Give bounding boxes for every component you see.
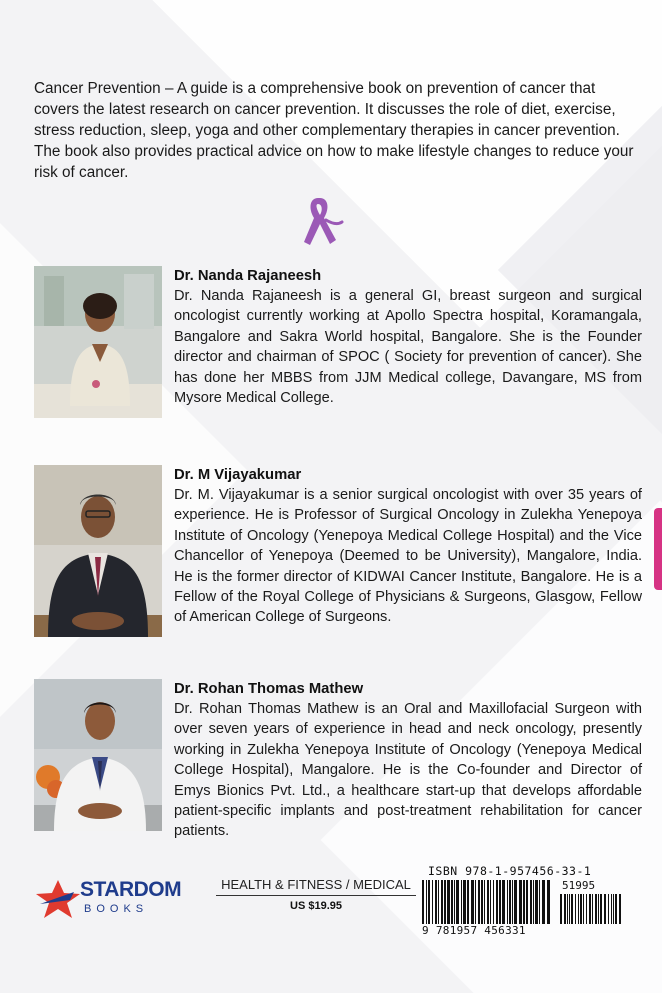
isbn-barcode-block	[422, 864, 628, 944]
author-bio: Dr. Rohan Thomas Mathew is an Oral and Maxillofacial Surgeon with over seven years of experience in head and neck oncology, presently working in Zulekha Yenepoya Institute of Oncology (Yenepoya Medical College Hospital), Mangalore. He is the Co-founder and Director of Emys Bionics Pvt. Ltd., a healthcare start-up that develops affordable patient-specific implants and post-treatment rehabilitation for cancer patients.	[174, 701, 642, 840]
barcode-bar	[542, 880, 545, 924]
barcode-bar	[461, 880, 462, 924]
barcode-bar	[471, 880, 474, 924]
cover-footer	[0, 860, 662, 960]
barcode-bar	[447, 880, 450, 924]
barcode-bar	[438, 880, 439, 924]
barcode-bar	[578, 894, 579, 924]
barcode-bar	[615, 894, 617, 924]
barcode-bar	[592, 894, 593, 924]
barcode-bar	[484, 880, 485, 924]
author-photo	[34, 266, 162, 418]
barcode-bar	[575, 894, 576, 924]
barcode-bar	[475, 880, 476, 924]
barcode-bar	[499, 880, 501, 924]
barcode-bar	[547, 880, 550, 924]
author-name: Dr. Rohan Thomas Mathew	[174, 681, 364, 697]
isbn-label: ISBN 978-1-957456-33-1	[428, 864, 592, 878]
author-bio: Dr. Nanda Rajaneesh is a general GI, breast surgeon and surgical oncologist currently working at Apollo Spectra hospital, Koramangala, Bangalore and Sakra World hospital, Bangalore. She is the Founder director and chairman of SPOC ( Society for prevention of cancer). She has done her MBBS from JJM Medical college, Davangare, MS from Mysore Medical College.	[174, 288, 642, 407]
publisher-brand: STARDOM	[80, 878, 182, 901]
barcode-bar	[619, 894, 621, 924]
barcode-bar	[426, 880, 427, 924]
barcode-bar	[463, 880, 466, 924]
barcode-bar	[580, 894, 582, 924]
publisher-logo	[34, 876, 184, 920]
barcode-bar	[456, 880, 459, 924]
barcode-bar	[444, 880, 446, 924]
addon-number: 51995	[562, 879, 596, 892]
publisher-sub: BOOKS	[84, 903, 149, 915]
barcode-bar	[487, 880, 489, 924]
barcode-bar	[514, 880, 517, 924]
barcode-bar	[435, 880, 437, 924]
barcode-bar	[526, 880, 528, 924]
author-name: Dr. M Vijayakumar	[174, 467, 302, 483]
star-icon	[34, 878, 82, 918]
barcode-bar	[428, 880, 430, 924]
barcode-bar	[571, 894, 573, 924]
author-photo	[34, 465, 162, 637]
barcode-bar	[611, 894, 612, 924]
barcode-bar	[583, 894, 584, 924]
barcode-bar	[530, 880, 532, 924]
author-name: Dr. Nanda Rajaneesh	[174, 268, 322, 284]
barcode-bar	[507, 880, 508, 924]
barcode-bar	[454, 880, 455, 924]
author-photo	[34, 679, 162, 831]
author-bio: Dr. M. Vijayakumar is a senior surgical oncologist with over 35 years of experience. He is Professor of Surgical Oncology in Zulekha Yenepoya Institute of Oncology (Yenepoya Medical College Hospital) and the Vice Chancellor of Yenepoya (Deemed to be University), Mangalore, India. He is the former director of KIDWAI Cancer Institute, Bangalore. He is a Fellow of the Royal College of Physicians & Surgeons, Glasgow, Fellow of American College of Surgeons.	[174, 487, 642, 626]
barcode-bar	[608, 894, 609, 924]
barcode-bar	[441, 880, 443, 924]
barcode	[422, 880, 628, 926]
barcode-bar	[567, 894, 568, 924]
barcode-bar	[512, 880, 513, 924]
barcode-bar	[569, 894, 570, 924]
barcode-bar	[613, 894, 614, 924]
barcode-bar	[467, 880, 469, 924]
barcode-bar	[422, 880, 424, 924]
ean-number: 9 781957 456331	[422, 924, 526, 937]
price-label: US $19.95	[290, 900, 342, 912]
awareness-ribbon-icon	[296, 192, 346, 248]
barcode-bar	[586, 894, 587, 924]
barcode-bar	[598, 894, 599, 924]
barcode-bar	[560, 894, 562, 924]
barcode-bar	[432, 880, 433, 924]
barcode-bar	[604, 894, 606, 924]
barcode-bar	[493, 880, 494, 924]
barcode-bar	[589, 894, 591, 924]
barcode-bar	[502, 880, 505, 924]
barcode-bar	[519, 880, 522, 924]
barcode-bar	[451, 880, 453, 924]
book-blurb: Cancer Prevention – A guide is a comprehensive book on prevention of cancer that covers the latest research on cancer prevention. It discusses the role of diet, exercise, stress reduction, sleep, yoga and other complementary therapies in cancer prevention. The book also provides practical advice on how to make lifestyle changes to reduce your risk of cancer.	[34, 80, 634, 181]
barcode-bar	[595, 894, 597, 924]
barcode-bar	[496, 880, 498, 924]
barcode-bar	[478, 880, 480, 924]
barcode-bar	[533, 880, 534, 924]
barcode-bar	[481, 880, 483, 924]
barcode-bar	[509, 880, 511, 924]
barcode-bar	[535, 880, 538, 924]
barcode-bar	[490, 880, 491, 924]
barcode-bar	[564, 894, 566, 924]
genre-label: HEALTH & FITNESS / MEDICAL	[216, 877, 416, 896]
barcode-bar	[600, 894, 602, 924]
barcode-bar	[539, 880, 540, 924]
barcode-bar	[523, 880, 525, 924]
